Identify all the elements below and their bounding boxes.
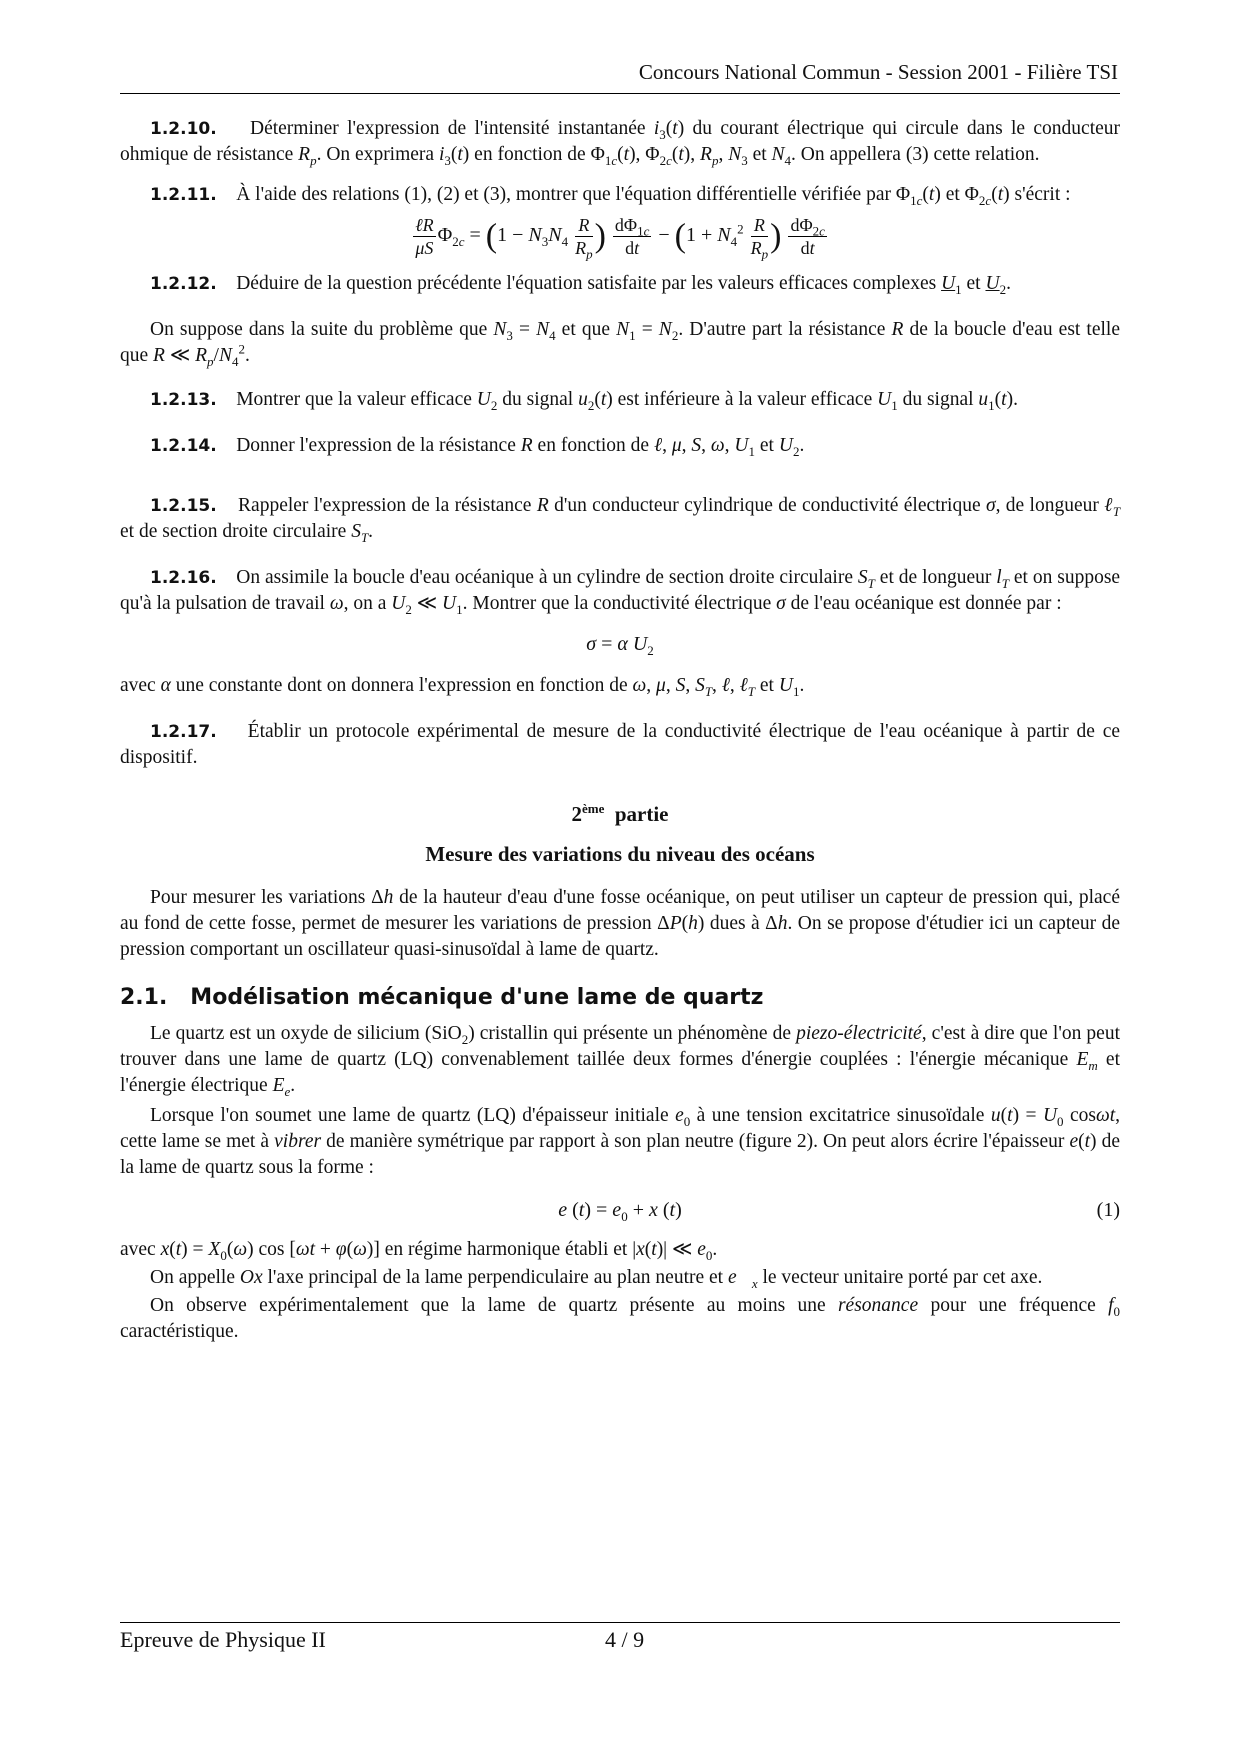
page-number: 4 / 9 — [605, 1627, 645, 1652]
content — [120, 116, 1120, 1345]
question-number: 1.2.11. — [150, 185, 217, 205]
part-heading: 2ème partie — [571, 801, 669, 826]
footer-title: Epreuve de Physique II — [120, 1627, 326, 1652]
paragraph-resonance: On observe expérimentalement que la lame de quartz présente au moins une résonance pour une fréquence $f_0$ caractéristique. — [120, 1295, 1121, 1342]
question-number: 1.2.15. — [150, 496, 217, 516]
question-number: 1.2.13. — [150, 390, 217, 410]
equation-number: (1) — [1096, 1199, 1120, 1221]
question-1-2-16: 1.2.16. On assimile la boucle d'eau océanique à un cylindre de section droite circulaire $S_T$ et de longueur $l_T$ et on suppose qu'à la pulsation de travail ω, on a $U_2$ ≪ $U_1$. Montrer que la conductivité électrique σ de l'eau océanique est donnée par : — [120, 567, 1121, 617]
question-number: 1.2.16. — [150, 568, 217, 588]
question-number: 1.2.14. — [150, 436, 217, 456]
page-header: Concours National Commun - Session 2001 - Filière TSI — [120, 60, 1120, 94]
question-number: 1.2.17. — [150, 722, 217, 742]
question-1-2-15: 1.2.15. Rappeler l'expression de la résistance R d'un conducteur cylindrique de conductivité électrique σ, de longueur ℓ$_T$ et de section droite circulaire $S_T$. — [120, 495, 1121, 545]
question-number: 1.2.10. — [150, 119, 217, 139]
equation-1: e $(t) = e_0 + x$ (t) (1) — [558, 1199, 1120, 1224]
paragraph-harmonic: avec $x(t) = X_0(\omega)$ cos [ωt + φ(ω)] en régime harmonique établi et |x(t)| ≪ $e_0$. — [120, 1239, 718, 1263]
equation-sigma: σ = α $U_2$ — [586, 633, 654, 658]
question-1-2-17: 1.2.17. Établir un protocole expérimental de mesure de la conductivité électrique de l'eau océanique à partir de ce dispositif. — [120, 721, 1120, 768]
page — [120, 60, 1120, 1700]
question-1-2-14: 1.2.14. Donner l'expression de la résistance R en fonction de ℓ, μ, S, ω, $U_1$ et $U_2$. — [150, 435, 805, 459]
part-title: Mesure des variations du niveau des océans — [425, 842, 815, 866]
question-1-2-10: 1.2.10. Déterminer l'expression de l'intensité instantanée $i_3(t)$ du courant électrique qui circule dans le conducteur ohmique de résistance $R_p$. On exprimera $i_3(t)$ en fonction de $\Phi_{1c}(t)$, $\Phi_{2c}(t)$, $R_p$, $N_3$ et $N_4$. On appellera (3) cette relation. — [120, 118, 1121, 168]
paragraph-vibration: Lorsque l'on soumet une lame de quartz (LQ) d'épaisseur initiale $e_0$ à une tension excitatrice sinusoïdale $u(t) = U_0$ cosωt, cette lame se met à vibrer de manière symétrique par rapport à son plan neutre (figure 2). On peut alors écrire l'épaisseur e(t) de la lame de quartz sous la forme : — [120, 1105, 1121, 1178]
question-1-2-13: 1.2.13. Montrer que la valeur efficace $U_2$ du signal $u_2(t)$ est inférieure à la valeur efficace $U_1$ du signal $u_1(t)$. — [150, 389, 1018, 413]
paragraph-intro: Pour mesurer les variations Δh de la hauteur d'eau d'une fosse océanique, on peut utiliser un capteur de pression qui, placé au fond de cette fosse, permet de mesurer les variations de pression ΔP(h) dues à Δh. On se propose d'étudier ici un capteur de pression comportant un oscillateur quasi-sinusoïdal à lame de quartz. — [120, 887, 1121, 960]
paragraph-axis: On appelle Ox l'axe principal de la lame perpendiculaire au plan neutre et $e⃗_x$ le vecteur unitaire porté par cet axe. — [150, 1267, 1043, 1291]
paragraph-quartz: Le quartz est un oxyde de silicium (SiO$_2$) cristallin qui présente un phénomène de piezo-électricité, c'est à dire que l'on peut trouver dans une lame de quartz (LQ) convenablement taillée deux formes d'énergie couplées : l'énergie mécanique $E_m$ et l'énergie électrique $E_e$. — [120, 1023, 1120, 1099]
paragraph-alpha: avec α une constante dont on donnera l'expression en fonction de ω, μ, S, $S_T$, ℓ, ℓ$_T$ et $U_1$. — [120, 675, 805, 699]
equation-differential: $\frac{\text{ℓR}}{\mu S}$ $\Phi_{2c} = (1 - N_3N_4$ $\frac{R}{R_p}$ ) $\frac{d\Phi_{1c}}{dt}$ − ($1 + N_4^2$ $\frac{R}{R_p}$ ) $\frac{d\Phi_{2c}}{dt}$ — [415, 215, 825, 262]
section-title: 2.1. Modélisation mécanique d'une lame de quartz — [120, 985, 764, 1010]
question-1-2-12: 1.2.12. Déduire de la question précédente l'équation satisfaite par les valeurs efficaces complexes $U_1$ et $U_2$. — [150, 273, 1011, 297]
paragraph-assumption: On suppose dans la suite du problème que $N_3 = N_4$ et que $N_1 = N_2$. D'autre part la résistance R de la boucle d'eau est telle que R ≪ $R_p/N_4^2$. — [120, 319, 1120, 369]
question-1-2-11: 1.2.11. À l'aide des relations (1), (2) et (3), montrer que l'équation différentielle vérifiée par $\Phi_{1c}(t)$ et $\Phi_{2c}(t)$ s'écrit : — [150, 184, 1071, 208]
question-number: 1.2.12. — [150, 274, 217, 294]
page-footer — [120, 1622, 1120, 1653]
